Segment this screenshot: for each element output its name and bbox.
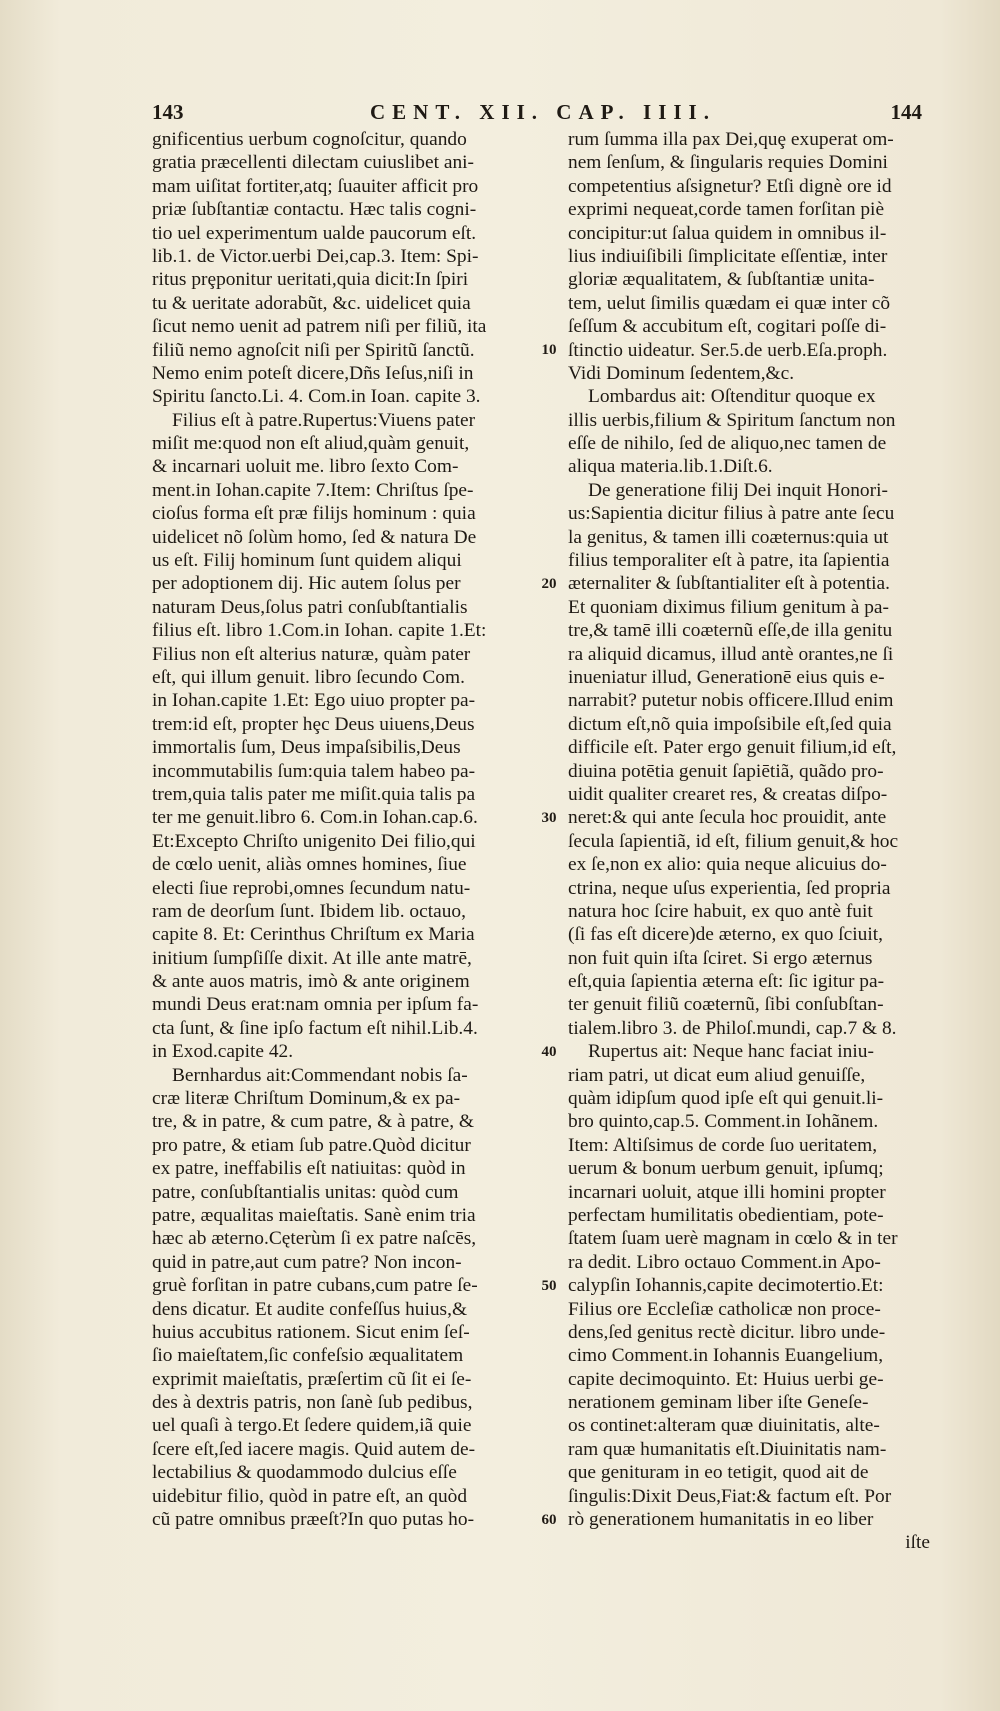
text-line: dens dicatur. Et audite confeſſus huius,& (152, 1298, 468, 1320)
text-line: cta ſunt, & ſine ipſo factum eſt nihil.Lib.4. (152, 1017, 478, 1039)
text-line: ctrina, neque uſus experientia, ſed propria (568, 877, 891, 899)
text-line: os continet:alteram quæ diuinitatis, alte- (568, 1415, 880, 1437)
text-line: gruè forſitan in patre cubans,cum patre ſe- (152, 1275, 478, 1297)
text-line: ram quæ humanitatis eſt.Diuinitatis nam- (568, 1438, 887, 1460)
text-line: non fuit quin iſta ſciret. Si ergo æternus (568, 947, 873, 969)
text-line: competentius aſsignetur? Etſi dignè ore id (568, 175, 892, 197)
text-line: rò generationem humanitatis in eo liber (568, 1509, 874, 1531)
text-line: miſit me:quod non eſt aliud,quàm genuit, (152, 433, 470, 455)
text-line: per adoptionem dij. Hic autem ſolus per (152, 573, 461, 595)
text-line: nerationem geminam liber iſte Geneſe- (568, 1392, 869, 1414)
text-line: neret:& qui ante ſecula hoc prouidit, ante (568, 807, 887, 829)
text-line: Item: Altiſsimus de corde ſuo ueritatem, (568, 1134, 878, 1156)
text-line: ter me genuit.libro 6. Com.in Iohan.cap.6. (152, 807, 478, 829)
text-line: natura hoc ſcire habuit, ex quo antè fuit (568, 900, 873, 922)
text-line: eſſe de nihilo, ſed de aliquo,nec tamen de (568, 433, 887, 455)
text-line: calypſin Iohannis,capite decimotertio.Et: (568, 1275, 884, 1297)
text-line: trem:id eſt, propter hȩc Deus uiuens,Deus (152, 713, 475, 735)
text-line: Et:Excepto Chriſto unigenito Dei filio,qui (152, 830, 476, 852)
text-line: exprimi nequeat,corde tamen forſitan piè (568, 199, 885, 221)
text-line: ſtinctio uideatur. Ser.5.de uerb.Eſa.proph. (568, 339, 888, 361)
text-line: ſio maieſtatem,ſic confeſsio æqualitatem (152, 1345, 464, 1367)
text-line: uidebitur filio, quòd in patre eſt, an quòd (152, 1485, 468, 1507)
text-line: la genitus, & tamen illi coæternus:quia ut (568, 526, 889, 548)
text-line: hæc ab æterno.Cęterùm ſi ex patre naſcēs, (152, 1228, 477, 1250)
text-line: patre, conſubſtantialis unitas: quòd cum (152, 1181, 459, 1203)
text-line: concipitur:ut ſalua quidem in omnibus il- (568, 222, 887, 244)
text-line: ſicut nemo uenit ad patrem niſi per filiũ, ita (152, 316, 487, 338)
line-number: 60 (541, 1511, 557, 1528)
text-line: tu & ueritate adorabũt, &c. uidelicet quia (152, 292, 471, 314)
text-line: quid in patre,aut cum patre? Non incon- (152, 1251, 462, 1273)
text-line: pro patre, & etiam ſub patre.Quòd dicitur (152, 1134, 471, 1156)
text-line: rum ſumma illa pax Dei,quȩ exuperat om- (568, 129, 894, 150)
text-line: difficile eſt. Pater ergo genuit filium,id eſt, (568, 737, 897, 759)
text-line: De generatione filij Dei inquit Honori- (588, 479, 888, 501)
text-line: ex ſe,non ex alio: quia neque alicuius do- (568, 854, 887, 876)
text-line: incarnari uoluit, atque illi homini propter (568, 1181, 886, 1203)
text-line: tre,& tamē illi coæternũ eſſe,de illa genitu (568, 620, 893, 642)
text-line: ram de deorſum ſunt. Ibidem lib. octauo, (152, 900, 466, 922)
text-line: Spiritu ſancto.Li. 4. Com.in Ioan. capite 3. (152, 386, 481, 408)
line-number: 50 (541, 1277, 557, 1294)
text-line: trem,quia talis pater me miſit.quia talis pa (152, 783, 476, 805)
left-text-column (152, 128, 540, 1531)
text-line: ra aliquid dicamus, illud antè orantes,ne ſi (568, 643, 894, 665)
text-line: inueniatur illud, Generationē eius quis e- (568, 666, 885, 688)
text-line: filiũ nemo agnoſcit niſi per Spiritũ ſanctũ. (152, 339, 475, 361)
text-line: que genituram in eo tetigit, quod ait de (568, 1462, 869, 1484)
text-line: ſeſſum & accubitum eſt, cogitari poſſe di- (568, 316, 887, 338)
text-line: priæ ſubſtantiæ contactu. Hæc talis cogni- (152, 199, 477, 221)
text-line: Filius eſt à patre.Rupertus:Viuens pater (172, 409, 476, 431)
text-line: gnificentius uerbum cognoſcitur, quando (152, 129, 467, 150)
text-line: Vidi Dominum ſedentem,&c. (568, 362, 795, 384)
text-line: naturam Deus,ſolus patri conſubſtantialis (152, 596, 468, 618)
text-line: (ſi fas eſt dicere)de æterno, ex quo ſciuit, (568, 924, 883, 946)
text-line: exprimit maieſtatis, præſertim cũ ſit ei ſe- (152, 1368, 472, 1390)
running-title: CENT. XII. CAP. IIII. (370, 100, 716, 124)
text-line: Filius non eſt alterius naturæ, quàm pater (152, 643, 471, 665)
text-line: eſt,quia ſapientia æterna eſt: ſic igitur pa- (568, 971, 885, 993)
line-number: 30 (541, 809, 557, 826)
text-line: narrabit? putetur nobis officere.Illud enim (568, 690, 894, 712)
text-line: tialem.libro 3. de Philoſ.mundi, cap.7 & 8. (568, 1017, 897, 1039)
text-line: diuina potētia genuit ſapiētiã, quãdo pro- (568, 760, 884, 782)
text-line: us:Sapientia dicitur filius à patre ante ſecu (568, 503, 895, 525)
text-line: & incarnari uoluit me. libro ſexto Com- (152, 456, 459, 478)
text-line: gloriæ æqualitatem, & ſubſtantiæ unita- (568, 269, 875, 291)
line-number: 10 (541, 341, 557, 358)
text-line: nem ſenſum, & ſingularis requies Domini (568, 152, 888, 174)
text-line: Bernhardus ait:Commendant nobis ſa- (172, 1064, 468, 1086)
text-line: uidit qualiter crearet res, & creatas diſpo- (568, 783, 888, 805)
text-line: eſt, qui illum genuit. libro ſecundo Com. (152, 666, 465, 688)
text-line: incommutabilis ſum:quia talem habeo pa- (152, 760, 476, 782)
text-line: Lombardus ait: Oſtenditur quoque ex (588, 386, 876, 408)
text-line: ra dedit. Libro octauo Comment.in Apo- (568, 1251, 881, 1273)
page-number-right: 144 (890, 100, 922, 124)
text-line: Rupertus ait: Neque hanc faciat iniu- (588, 1041, 874, 1063)
text-line: ſingulis:Dixit Deus,Fiat:& factum eſt. Por (568, 1485, 892, 1507)
right-text-column (568, 128, 934, 1555)
text-line: perfectam humilitatis obedientiam, pote- (568, 1204, 884, 1226)
text-line: cimo Comment.in Iohannis Euangelium, (568, 1345, 884, 1367)
text-line: huius accubitus rationem. Sicut enim ſeſ- (152, 1321, 470, 1343)
text-line: immortalis ſum, Deus impaſsibilis,Deus (152, 737, 461, 759)
text-line: lectabilius & quodammodo dulcius eſſe (152, 1462, 457, 1484)
text-line: illis uerbis,filium & Spiritum ſanctum non (568, 409, 896, 431)
text-line: filius temporaliter eſt à patre, ita ſapientia (568, 550, 890, 572)
text-line: uidelicet nõ ſolùm homo, ſed & natura De (152, 526, 477, 548)
text-line: ment.in Iohan.capite 7.Item: Chriſtus ſpe- (152, 479, 474, 501)
text-line: dens,ſed genitus rectè dicitur. libro unde- (568, 1321, 886, 1343)
text-line: uel quaſi à tergo.Et ſedere quidem,iã quie (152, 1415, 472, 1437)
text-line: gratia præcellenti dilectam cuiuslibet ani- (152, 152, 474, 174)
text-line: capite decimoquinto. Et: Huius uerbi ge- (568, 1368, 884, 1390)
text-line: ſcere eſt,ſed iacere magis. Quid autem de- (152, 1438, 476, 1460)
text-line: lius indiuiſibili ſimplicitate eſſentiæ, inter (568, 245, 888, 267)
text-line: ſecula ſapientiã, id eſt, filium genuit,& hoc (568, 830, 899, 852)
text-line: ter genuit filiũ coæternũ, ſibi conſubſtan- (568, 994, 884, 1016)
text-line: æternaliter & ſubſtantialiter eſt à potentia. (568, 573, 890, 595)
text-line: patre, æqualitas maieſtatis. Sanè enim tria (152, 1204, 476, 1226)
text-line: in Iohan.capite 1.Et: Ego uiuo propter pa- (152, 690, 476, 712)
line-number: 40 (541, 1043, 557, 1060)
text-line: tio uel experimentum ualde paucorum eſt. (152, 222, 477, 244)
text-line: Nemo enim poteſt dicere,Dñs Ieſus,niſi in (152, 362, 474, 384)
text-line: filius eſt. libro 1.Com.in Iohan. capite 1.Et: (152, 620, 487, 642)
text-line: dictum eſt,nõ quia impoſsibile eſt,ſed quia (568, 713, 892, 735)
text-line: ritus prȩponitur ueritati,quia dicit:In ſpiri (152, 269, 469, 291)
text-line: us eſt. Filij hominum ſunt quidem aliqui (152, 550, 462, 572)
text-line: ſtatem ſuam uerè magnam in cœlo & in ter (568, 1228, 898, 1250)
text-line: bro quinto,cap.5. Comment.in Iohãnem. (568, 1111, 879, 1133)
text-line: ex patre, ineffabilis eſt natiuitas: quòd in (152, 1158, 466, 1180)
text-line: des à dextris patris, non ſanè ſub pedibus, (152, 1392, 473, 1414)
text-line: Filius ore Eccleſiæ catholicæ non proce- (568, 1298, 881, 1320)
text-line: quàm idipſum quod ipſe eſt qui genuit.li- (568, 1088, 884, 1110)
text-line: cræ literæ Chriſtum Dominum,& ex pa- (152, 1088, 461, 1110)
text-line: cũ patre omnibus præeſt?In quo putas ho- (152, 1509, 475, 1531)
line-number: 20 (541, 575, 557, 592)
text-line: cioſus forma eſt præ filijs hominum : quia (152, 503, 476, 525)
text-line: Et quoniam diximus filium genitum à pa- (568, 596, 889, 618)
text-line: tre, & in patre, & cum patre, & à patre, & (152, 1111, 474, 1133)
text-line: initium ſumpſiſſe dixit. At ille ante matrē, (152, 947, 472, 969)
text-line: mam uiſitat fortiter,atq; ſuauiter afficit pro (152, 175, 479, 197)
text-line: lib.1. de Victor.uerbi Dei,cap.3. Item: Spi- (152, 245, 479, 267)
text-line: uerum & bonum uerbum genuit, ipſumq; (568, 1158, 884, 1180)
text-line: tem, uelut ſimilis quædam ei quæ inter cõ (568, 292, 891, 314)
text-line: in Exod.capite 42. (152, 1041, 294, 1063)
text-line: capite 8. Et: Cerinthus Chriſtum ex Maria (152, 924, 475, 946)
page-number-left: 143 (152, 100, 184, 124)
text-line: de cœlo uenit, aliàs omnes homines, ſiue (152, 854, 467, 876)
text-line: riam patri, ut dicat eum aliud genuiſſe, (568, 1064, 866, 1086)
text-line: aliqua materia.lib.1.Diſt.6. (568, 456, 773, 478)
text-line: iſte (905, 1532, 930, 1554)
text-line: electi ſiue reprobi,omnes ſecundum natu- (152, 877, 471, 899)
text-line: & ante auos matris, imò & ante originem (152, 971, 470, 993)
text-line: mundi Deus erat:nam omnia per ipſum fa- (152, 994, 479, 1016)
